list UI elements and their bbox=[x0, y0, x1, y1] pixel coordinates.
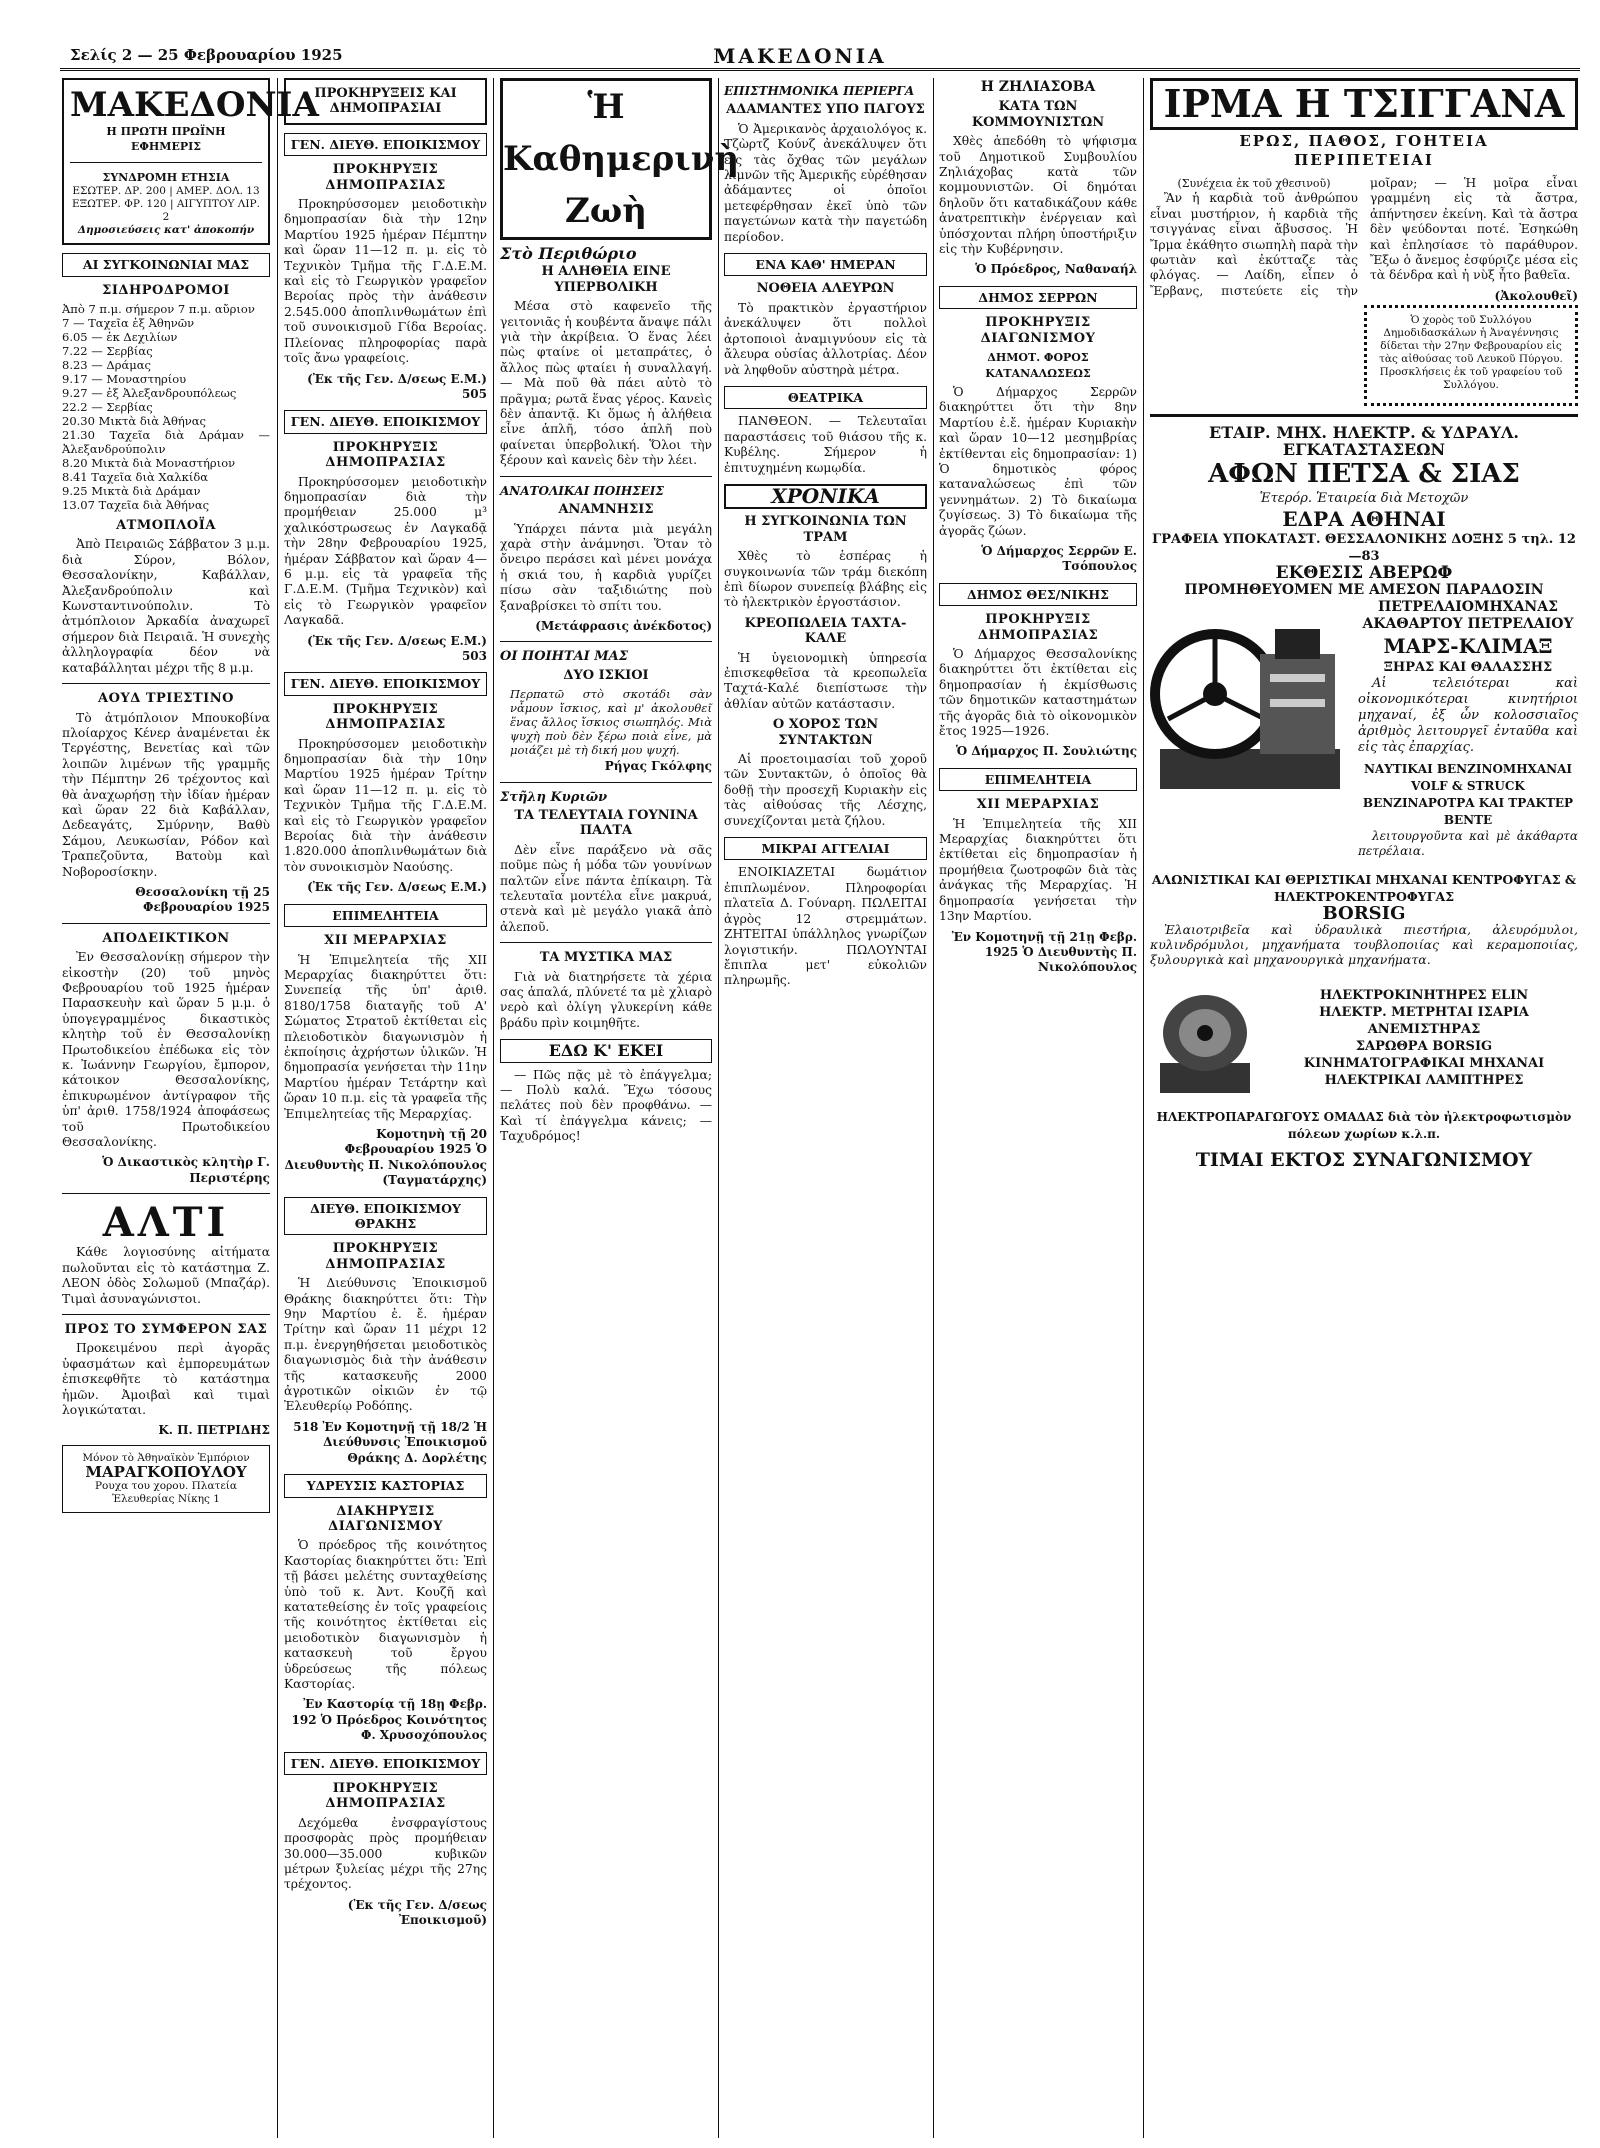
dance-ad-text: Ὁ χορὸς τοῦ Συλλόγου Δημοδιδασκάλων ἡ Ἀναγέννησις δίδεται τὴν 27ην Φεβρουαρίου εἰς τὰς αἰθούσας τοῦ Λευκοῦ Πύργου. Προσκλήσεις ἐκ τοῦ γραφείου τοῦ Συλλόγου. bbox=[1379, 313, 1563, 391]
section-title: ΑΝΑΤΟΛΙΚΑΙ ΠΟΙΗΣΕΙΣ bbox=[500, 483, 664, 498]
brand-title: ΜΑΚΕΔΟΝΙΑ bbox=[70, 85, 319, 125]
borsig-head: ΑΛΩΝΙΣΤΙΚΑΙ ΚΑΙ ΘΕΡΙΣΤΙΚΑΙ ΜΗΧΑΝΑΙ ΚΕΝΤΡΟΦΥΓΑΣ & ΗΛΕΚΤΡΟΚΕΝΤΡΟΦΥΓΑΣ bbox=[1151, 871, 1577, 904]
serial-subtitle: ΕΡΩΣ, ΠΑΘΟΣ, ΓΟΗΤΕΙΑ bbox=[1239, 132, 1489, 150]
article-text: Ἡ ὑγειονομικὴ ὑπηρεσία ἐπισκεφθεῖσα τὰ κρεοπωλεῖα Ταχτά-Καλέ διεπίστωσε τὴν ἀθλίαν αὐτῶν κατάστασιν. bbox=[724, 650, 927, 711]
schedule-line: Ἀπὸ 7 π.μ. σήμερον 7 π.μ. αὔριον bbox=[62, 302, 255, 317]
notice-title: ΓΕΝ. ΔΙΕΥΘ. ΕΠΟΙΚΙΣΜΟΥ bbox=[284, 672, 487, 695]
section-title: ΕΝΑ ΚΑΘ' ΗΜΕΡΑΝ bbox=[724, 253, 927, 276]
column-divider bbox=[277, 78, 278, 2138]
motor-illustration bbox=[1150, 973, 1260, 1103]
article-text: Τὸ ἀτμόπλοιον Μπουκοβίνα πλοίαρχος Κένερ ἀναμένεται ἐκ Τεργέστης, Βενετίας καὶ τῶν λοιπῶν λιμένων τῆς γραμμῆς τὴν Πέμπτην 26 τρέχοντος καὶ θὰ ἀναχωρήσῃ τὴν ἰδίαν ἡμέραν καὶ ὥραν 22 διὰ Καβάλλαν, Δεδεαγάτς, Σμύρνην, Βαθὺ Σάμου, Λευκωσίαν, Ρόδον καὶ Τραπεζοῦντα, Βατοὺμ καὶ Νοβοροσίσκην. bbox=[62, 710, 270, 879]
header-rule bbox=[60, 68, 1580, 71]
alti-ad-title: ΑΛΤΙ bbox=[102, 1199, 230, 1247]
brand-tagline: Η ΠΡΩΤΗ ΠΡΩΪΝΗ ΕΦΗΜΕΡΙΣ bbox=[106, 125, 226, 154]
mars-brand: ΜΑΡΣ-ΚΛΙΜΑΞ bbox=[1383, 633, 1553, 658]
article-title: ΑΟΥΔ ΤΡΙΕΣΤΙΝΟ bbox=[98, 691, 234, 707]
engines-title: ΠΕΤΡΕΛΑΙΟΜΗΧΑΝΑΣ ΑΚΑΘΑΡΤΟΥ ΠΕΤΡΕΛΑΙΟΥ bbox=[1362, 598, 1574, 632]
poem-author: Ρήγας Γκόλφης bbox=[604, 759, 712, 774]
notice-signature: (Ἐκ τῆς Γεν. Δ/σεως Ε.Μ.) 503 bbox=[307, 633, 487, 663]
section-title: ΑΙ ΣΥΓΚΟΙΝΩΝΙΑΙ ΜΑΣ bbox=[62, 253, 270, 276]
serial-title: ΙΡΜΑ Η ΤΣΙΓΓΑΝΑ bbox=[1150, 78, 1578, 130]
article-subheadline: ΚΑΤΑ ΤΩΝ ΚΟΜΜΟΥΝΙΣΤΩΝ bbox=[971, 99, 1105, 130]
ad-line: Μόνον τὸ Ἀθηναϊκὸν Ἐμπόριον bbox=[82, 1451, 250, 1464]
section-title: Στῆλη Κυριῶν bbox=[500, 789, 608, 805]
notice-title: ΔΙΕΥΘ. ΕΠΟΙΚΙΣΜΟΥ ΘΡΑΚΗΣ bbox=[284, 1197, 487, 1236]
margar-ad bbox=[62, 1445, 270, 1513]
article-text: Μέσα στὸ καφενεῖο τῆς γειτονιᾶς ἡ κουβέντα ἄναψε πάλι γιὰ τὴν ἀκρίβεια. Ὁ ἕνας λέει πὼς φταίνε οἱ μεταπράτες, ὁ ἄλλος πὼς φταίει ἡ συναλλαγή. — Μὰ ποῦ θὰ πάει αὐτὸ τὸ πρᾶγμα; ρωτᾶ ἕνας γέρος. Κανεὶς δὲν ἀπαντᾷ. Κι ὅμως ἡ ἀλήθεια εἶνε ἁπλῆ, τόσο ἁπλῆ ποὺ φαίνεται ὑπερβολική. Ὅλοι τὴν ξέρουν καὶ κανεὶς δὲν τὴν λέει. bbox=[500, 299, 712, 468]
schedule-line: 21.30 Ταχεῖα διὰ Δράμαν — Ἀλεξανδρούπολιν bbox=[62, 428, 270, 457]
company-branch: ΓΡΑΦΕΙΑ ΥΠΟΚΑΤΑΣΤ. ΘΕΣΣΑΛΟΝΙΚΗΣ ΔΟΞΗΣ 5 τηλ. 12—83 bbox=[1152, 531, 1576, 564]
column-6 bbox=[1150, 78, 1578, 2138]
steam-text: Ἀπὸ Πειραιῶς Σάββατον 3 μ.μ. διὰ Σύρον, Βόλον, Θεσσαλονίκην, Καβάλλαν, Ἀλεξανδρούπολιν καὶ Κωνσταντινούπολιν. Τὸ ἀτμόπλοιον Ἀρκαδία ἀναχωρεῖ σήμερον διὰ Πειραιᾶ. Ἡ συνεχὴς ἀλληλογραφία δέον νὰ καταβάλληται μέχρι τῆς 8 μ.μ. bbox=[62, 537, 270, 675]
notice-text: Ἡ Ἐπιμελητεία τῆς ΧΙΙ Μεραρχίας διακηρύττει ὅτι ἐκτίθεται εἰς δημοπρασίαν ἡ προμήθεια ζωοτροφῶν διὰ τὰς ἀνάγκας τῆς Μεραρχίας. Ἡ δημοπρασία γενήσεται τὴν 13ην Μαρτίου. bbox=[939, 816, 1137, 924]
notice-signature: Ἐν Καστορίᾳ τῇ 18ῃ Φεβρ. 192 Ὁ Πρόεδρος Κοινότητος Φ. Χρυσοχόπουλος bbox=[291, 1697, 487, 1743]
company-expo: ΕΚΘΕΣΙΣ ΑΒΕΡΩΦ bbox=[1275, 562, 1453, 583]
notice-signature: 518 Ἐν Κομοτηνῇ τῇ 18/2 Ἡ Διεύθυνσις Ἐποικισμοῦ Θράκης Δ. Δορλέτης bbox=[293, 1419, 487, 1465]
column-5 bbox=[939, 78, 1137, 2138]
notice-title: ΔΗΜΟΣ ΣΕΡΡΩΝ bbox=[939, 286, 1137, 309]
article-text: ΠΑΝΘΕΟΝ. — Τελευταῖαι παραστάσεις τοῦ θιάσου τῆς κ. Κυβέλης. Σήμερον ἡ ἐπιτυχημένη κωμῳδία. bbox=[724, 414, 927, 475]
rail-schedule bbox=[62, 302, 270, 512]
company-name: ΑΦΩΝ ΠΕΤΣΑ & ΣΙΑΣ bbox=[1208, 458, 1520, 489]
section-title: ΘΕΑΤΡΙΚΑ bbox=[724, 386, 927, 409]
schedule-line: 7 — Ταχεῖα ἐξ Ἀθηνῶν bbox=[62, 316, 195, 331]
volf-title: ΝΑΥΤΙΚΑΙ ΒΕΝΖΙΝΟΜΗΧΑΝΑΙ VOLF & STRUCK ΒΕΝΖΙΝΑΡΟΤΡΑ ΚΑΙ ΤΡΑΚΤΕΡ ΒΕΝΤΕ bbox=[1362, 761, 1574, 827]
notice-title: ΓΕΝ. ΔΙΕΥΘ. ΕΠΟΙΚΙΣΜΟΥ bbox=[284, 133, 487, 156]
classifieds-title: ΜΙΚΡΑΙ ΑΓΓΕΛΙΑΙ bbox=[724, 837, 927, 860]
article-text: Ὁ Ἀμερικανὸς ἀρχαιολόγος κ. Τζὼρτζ Κούνζ ἀνεκάλυψεν ὅτι εἰς τὰς ὄχθας τῶν μεγάλων λιμνῶν τῆς Ἀμερικῆς εὑρέθησαν ἀδάμαντες οἱ ὁποῖοι μετεφέρθησαν ἐκεῖ ὑπὸ τῶν παγετώνων κατὰ τὴν παγετώδη περίοδον. bbox=[724, 121, 927, 244]
company-type: Ἑτερόρ. Ἑταιρεία διὰ Μετοχῶν bbox=[1259, 490, 1469, 506]
notice-title: ΑΠΟΔΕΙΚΤΙΚΟΝ bbox=[102, 930, 230, 946]
article-headline: ΝΟΘΕΙΑ ΑΛΕΥΡΩΝ bbox=[756, 281, 895, 297]
subsection-title: ΣΙΔΗΡΟΔΡΟΜΟΙ bbox=[102, 282, 230, 298]
product-item: ΚΙΝΗΜΑΤΟΓΡΑΦΙΚΑΙ ΜΗΧΑΝΑΙ bbox=[1303, 1055, 1545, 1071]
schedule-line: 9.17 — Μοναστηρίου bbox=[62, 372, 187, 387]
article-headline: ΤΑ ΜΥΣΤΙΚΑ ΜΑΣ bbox=[539, 950, 673, 966]
article-text: Τὸ πρακτικὸν ἐργαστήριον ἀνεκάλυψεν ὅτι πολλοὶ ἀρτοποιοὶ ἀναμιγνύουν εἰς τὰ ἄλευρα οὐσίας ἀλλοτρίας. Δέον νὰ ληφθοῦν αὐστηρὰ μέτρα. bbox=[724, 300, 927, 377]
notice-text: Δεχόμεθα ἐνσφραγίστους προσφορὰς πρὸς προμήθειαν 30.000—35.000 κυβικῶν μέτρων ξυλείας μέχρι τῆς 27ης τρέχοντος. bbox=[284, 1815, 487, 1892]
notice-signature: (Ἐκ τῆς Γεν. Δ/σεως Ε.Μ.) bbox=[307, 880, 487, 895]
article-signature: (Μετάφρασις ἀνέκδοτος) bbox=[535, 618, 712, 633]
product-item: ΗΛΕΚΤΡΙΚΑΙ ΛΑΜΠΤΗΡΕΣ bbox=[1324, 1072, 1524, 1088]
ad-name: ΜΑΡΑΓΚΟΠΟΥΛΟΥ bbox=[85, 1462, 247, 1481]
notice-text: Ἡ Ἐπιμελητεία τῆς ΧΙΙ Μεραρχίας διακηρύττει ὅτι: Συνεπείᾳ τῆς ὑπ' ἀριθ. 8180/1758 διαταγῆς τοῦ Α' Σώματος Στρατοῦ ἐκτίθεται εἰς πλειοδοτικὸν διαγωνισμὸν ἡ ἐκποίησις ἀχρήστων ὑλικῶν. Ἡ δημοπρασία γενήσεται τὴν 11ην Μαρτίου ἡμέραν Τετάρτην καὶ ὥραν 10 π.μ. εἰς τὰ γραφεῖα τῆς Ἐπιμελητείας τῆς Μεραρχίας. bbox=[284, 952, 487, 1121]
section-title: ΕΠΙΣΤΗΜΟΝΙΚΑ ΠΕΡΙΕΡΓΑ bbox=[724, 84, 915, 98]
notice-text: Προκηρύσσομεν μειοδοτικὴν δημοπρασίαν διὰ τὴν προμήθειαν 25.000 μ³ χαλικόστρωσεως ἐν Λαγκαδᾷ τὴν 28ην Φεβρουαρίου 1925, ἡμέραν Σάββατον καὶ ὥραν 4—6 μ.μ. εἰς τὰ γραφεῖα τῆς Γ.Δ.Ε.Μ. (Τμῆμα Τεχνικὸν) καὶ εἰς τὸ Γεωργικὸν γραφεῖον Λαγκαδᾶ. bbox=[284, 474, 487, 628]
schedule-line: 22.2 — Σερβίας bbox=[62, 400, 153, 415]
notice-subtitle: ΠΡΟΚΗΡΥΞΙΣ ΔΗΜΟΠΡΑΣΙΑΣ bbox=[325, 1781, 446, 1812]
chronicle-title: ΧΡΟΝΙΚΑ bbox=[724, 484, 927, 509]
schedule-line: 8.20 Μικτὰ διὰ Μοναστήριον bbox=[62, 456, 236, 471]
article-text: Χθὲς ἀπεδόθη τὸ ψήφισμα τοῦ Δημοτικοῦ Συμβουλίου Ζηλιάχοβας κατὰ τῶν κομμουνιστῶν. Οἱ δημόται δηλοῦν ὅτι καταδικάζουν κάθε ἀνατρεπτικὴν ἐνέργειαν καὶ ὑπόσχονται πλήρη ὑποστήριξιν εἰς τὴν Κυβέρνησιν. bbox=[939, 134, 1137, 257]
serial-continuation: (Συνέχεια ἐκ τοῦ χθεσινοῦ) bbox=[1177, 177, 1331, 190]
schedule-line: 20.30 Μικτὰ διὰ Ἀθήνας bbox=[62, 414, 207, 429]
poem-text: Περπατῶ στὸ σκοτάδι σὰν νἆμουν ἴσκιος, καὶ μ' ἀκολουθεῖ ἕνας ἄλλος ἴσκιος σιωπηλός. Μιὰ ψυχὴ ποὺ δὲν ξέρω ποιὰ εἶνε, μὰ μοιάζει μὲ τὴ δική μου ψυχή. bbox=[510, 687, 712, 758]
article-text: Γιὰ νὰ διατηρήσετε τὰ χέρια σας ἁπαλά, πλύνετέ τα μὲ χλιαρὸ νερὸ καὶ ὀλίγη γλυκερίνη κάθε βράδυ πρὶν κοιμηθῆτε. bbox=[500, 969, 712, 1030]
schedule-line: 6.05 — ἐκ Δεχιλίων bbox=[62, 330, 178, 345]
column-divider bbox=[933, 78, 934, 2138]
article-headline: ΕΔΩ Κ' ΕΚΕΙ bbox=[500, 1039, 712, 1062]
column-2 bbox=[284, 78, 487, 2138]
serial-text: Ἂν ἡ καρδιὰ τοῦ ἀνθρώπου εἶναι μυστήριον, ἡ καρδιὰ τῆς τσιγγάνας εἶναι ἄβυσσος. Ἡ Ἴρμα ἐκάθητο σιωπηλὴ παρὰ τὴν φωτιὰν καὶ ἐκύτταζε τὰς φλόγας. — Λαίδη, εἶπεν ὁ Ἔρβανς, πιστεύετε εἰς τὴν μοῖραν; — Ἡ μοῖρα εἶναι γραμμένη εἰς τὰ ἄστρα, ἀπήντησεν ἐκείνη. Καὶ τὰ ἄστρα δὲν ψεύδονται ποτέ. Ἐσηκώθη καὶ ἐπλησίασε τὸ παράθυρον. Ἔξω ὁ ἄνεμος ἐσφύριζε μέσα εἰς τὰ δένδρα καὶ ἡ νὺξ ἦτο βαθεῖα. bbox=[1150, 176, 1578, 298]
engine-illustration bbox=[1150, 599, 1350, 809]
prices-slogan: ΤΙΜΑΙ ΕΚΤΟΣ ΣΥΝΑΓΩΝΙΣΜΟΥ bbox=[1195, 1148, 1533, 1171]
subscription-line: ΕΣΩΤΕΡ. ΔΡ. 200 | ΑΜΕΡ. ΔΟΛ. 13 bbox=[72, 185, 260, 198]
subscription-title: ΣΥΝΔΡΟΜΗ ΕΤΗΣΙΑ bbox=[102, 170, 230, 184]
notice-subtitle: ΧΙΙ ΜΕΡΑΡΧΙΑΣ bbox=[976, 797, 1100, 813]
schedule-line: 9.25 Μικτὰ διὰ Δράμαν bbox=[62, 484, 201, 499]
ad-line: Ρουχα του χορου. Πλατεία Ἐλευθερίας Νίκης 1 bbox=[94, 1480, 237, 1506]
borsig-desc: Ἐλαιοτριβεῖα καὶ ὑδραυλικὰ πιεστήρια, ἀλευρόμυλοι, κυλινδρόμυλοι, μηχανήματα τουβλοποιίας καὶ κεραμοποιίας, ξυλουργικὰ καὶ μηχανουργικὰ μηχανήματα. bbox=[1150, 921, 1578, 968]
serial-more: (Ἀκολουθεῖ) bbox=[1494, 288, 1578, 303]
alti-ad-text: Κάθε λογιοσύνης αἰτήματα πωλοῦνται εἰς τὸ κατάστημα Ζ. ΛΕΟΝ ὁδὸς Σολωμοῦ (Μπαζάρ). Τιμαὶ ἀσυναγώνιστοι. bbox=[62, 1245, 270, 1306]
product-item: ΣΑΡΩΘΡΑ BORSIG bbox=[1355, 1038, 1493, 1054]
mars-desc: Αἱ τελειότεραι καὶ οἰκονομικότεραι κινητήριοι μηχαναί, ἐξ ὧν κολοσσιαῖος ἀριθμὸς λειτουργεῖ ἐνταῦθα καὶ εἰς τὰς ἐπαρχίας. bbox=[1358, 675, 1578, 755]
notice-title: ΕΠΙΜΕΛΗΤΕΙΑ bbox=[284, 904, 487, 927]
generator-groups: ΗΛΕΚΤΡΟΠΑΡΑΓΩΓΟΥΣ ΟΜΑΔΑΣ διὰ τὸν ἠλεκτροφωτισμὸν πόλεων χωρίων κ.λ.π. bbox=[1156, 1109, 1572, 1141]
notice-signature: Κομοτηνὴ τῇ 20 Φεβρουαρίου 1925 Ὁ Διευθυντὴς Π. Νικολόπουλος (Ταγματάρχης) bbox=[284, 1126, 487, 1188]
subsection-title: ΑΤΜΟΠΛΟΪΑ bbox=[116, 518, 216, 534]
company-seat: ΕΔΡΑ ΑΘΗΝΑΙ bbox=[1282, 506, 1446, 531]
notice-signature: Ὁ Δικαστικὸς κλητὴρ Γ. Περιστέρης bbox=[102, 1155, 270, 1185]
brand-box bbox=[62, 78, 319, 245]
notice-title: ΕΠΙΜΕΛΗΤΕΙΑ bbox=[939, 768, 1137, 791]
product-item: ΑΝΕΜΙΣΤΗΡΑΣ bbox=[1367, 1021, 1481, 1037]
article-signature: Θεσσαλονίκη τῇ 25 Φεβρουαρίου 1925 bbox=[135, 884, 270, 915]
article-text: Δὲν εἶνε παράξενο νὰ σᾶς ποῦμε πὼς ἡ μόδα τῶν γουνίνων παλτῶν εἶνε πάντα ἐπίκαιρη. Τὰ τελευταῖα μοντέλα εἶνε μακρυά, στενὰ καὶ μὲ μεγάλο γιακᾶ ἀπὸ ἀλεποῦ. bbox=[500, 842, 712, 934]
notice-subtitle: ΔΙΑΚΗΡΥΞΙΣ ΔΙΑΓΩΝΙΣΜΟΥ bbox=[328, 1503, 443, 1534]
schedule-line: 8.23 — Δράμας bbox=[62, 358, 151, 373]
product-item: ΗΛΕΚΤΡΟΚΙΝΗΤΗΡΕΣ ELIN bbox=[1319, 987, 1529, 1003]
feature-title: Ἡ Καθημερινὴ Ζωὴ bbox=[500, 78, 712, 240]
article-signature: Ὁ Πρόεδρος, Ναθαναήλ bbox=[975, 262, 1137, 277]
schedule-line: 8.41 Ταχεῖα διὰ Χαλκίδα bbox=[62, 470, 209, 485]
borsig-brand: BORSIG bbox=[1322, 902, 1406, 924]
notice-subtitle: ΧΙΙ ΜΕΡΑΡΧΙΑΣ bbox=[324, 933, 447, 949]
article-headline: ΑΔΑΜΑΝΤΕΣ ΥΠΟ ΠΑΓΟΥΣ bbox=[726, 102, 925, 118]
article-headline: ΑΝΑΜΝΗΣΙΣ bbox=[558, 502, 654, 518]
notice-title: ΥΔΡΕΥΣΙΣ ΚΑΣΤΟΡΙΑΣ bbox=[284, 1474, 487, 1497]
article-text: Ὑπάρχει πάντα μιὰ μεγάλη χαρὰ στὴν ἀνάμνησι. Ὅταν τὸ ὄνειρο περάσει καὶ μένει μονάχα ἡ σκιά του, ἡ καρδιὰ γυρίζει πίσω σὰν ταξιδιώτης ποὺ ξαναβρίσκει τὸ σπίτι του. bbox=[500, 521, 712, 613]
notice-text: Προκηρύσσομεν μειοδοτικὴν δημοπρασίαν διὰ τὴν 12ην Μαρτίου 1925 ἡμέραν Πέμπτην καὶ ὥραν 11—12 π. μ. εἰς τὸ Τεχνικὸν Τμῆμα τῆς Γ.Δ.Ε.Μ. καὶ εἰς τὸ Γεωργικὸν γραφεῖον Βεροίας πρὸς τὴν ἀνάθεσιν 2.545.000 ἀποπλινθωμάτων ἐπὶ τοῦ συνοικισμοῦ Γίδα Βεροίας. Πλείονας πληροφορίας παρὰ τοῖς ἄνω γραφείοις. bbox=[284, 197, 487, 366]
company-title: ΕΤΑΙΡ. ΜΗΧ. ΗΛΕΚΤΡ. & ΥΔΡΑΥΛ. ΕΓΚΑΤΑΣΤΑΣΕΩΝ bbox=[1209, 422, 1519, 459]
notice-subtitle: ΔΗΜΟΤ. ΦΟΡΟΣ ΚΑΤΑΝΑΛΩΣΕΩΣ bbox=[985, 351, 1091, 380]
column-4 bbox=[724, 78, 927, 2138]
notice-text: Ὁ Δήμαρχος Θεσσαλονίκης διακηρύττει ὅτι ἐκτίθεται εἰς δημοπρασίαν ἡ ἐκμίσθωσις τῶν δημοτικῶν καταστημάτων τῆς ἀγορᾶς διὰ τὸ οἰκονομικὸν ἔτος 1925—1926. bbox=[939, 647, 1137, 739]
section-title: ΟΙ ΠΟΙΗΤΑΙ ΜΑΣ bbox=[500, 649, 628, 665]
serial-subtitle: ΠΕΡΙΠΕΤΕΙΑΙ bbox=[1294, 151, 1434, 169]
poem-title: ΔΥΟ ΙΣΚΙΟΙ bbox=[563, 667, 649, 683]
article-headline: Η ΖΗΛΙΑΣΟΒΑ bbox=[980, 79, 1096, 95]
notice-text: Ὁ πρόεδρος τῆς κοινότητος Καστορίας διακηρύττει ὅτι: Ἐπὶ τῇ βάσει μελέτης συνταχθείσης ὑπὸ τοῦ κ. Ἀντ. Κουζῆ καὶ κατατεθείσης ἐν τοῖς γραφείοις τῆς κοινότητος ἐκτίθεται εἰς μειοδοτικὸν διαγωνισμὸν ἡ κατασκευὴ τοῦ ἔργου ὑδρεύσεως τῆς πόλεως Καστορίας. bbox=[284, 1538, 487, 1691]
classifieds-text: ΕΝΟΙΚΙΑΖΕΤΑΙ δωμάτιον ἐπιπλωμένον. Πληροφορίαι πλατεῖα Δ. Γούναρη. ΠΩΛΕΙΤΑΙ ἀγρὸς 12 στρεμμάτων. ΖΗΤΕΙΤΑΙ ὑπάλληλος γνωρίζων λογιστικήν. ΠΩΛΟΥΝΤΑΙ ἔπιπλα μετ' εὐκολιῶν πληρωμῆς. bbox=[724, 865, 927, 988]
notice-signature: Ὁ Δήμαρχος Σερρῶν Ε. Τσόπουλος bbox=[981, 543, 1137, 574]
notice-subtitle: ΠΡΟΚΗΡΥΞΙΣ ΔΗΜΟΠΡΑΣΙΑΣ bbox=[325, 439, 446, 471]
ad-title: ΠΡΟΣ ΤΟ ΣΥΜΦΕΡΟΝ ΣΑΣ bbox=[64, 1321, 268, 1337]
notice-text: Ὁ Δήμαρχος Σερρῶν διακηρύττει ὅτι τὴν 8ην Μαρτίου ἐ.ἔ. ἡμέραν Κυριακὴν καὶ ὥραν 10—12 μεσημβρίας ἐκτίθενται εἰς δημοπρασίαν: 1) Ὁ δημοτικὸς φόρος καταναλώσεως ἐπὶ τῶν γεννημάτων. 2) Τὸ δικαίωμα ζυγίσεως. 3) Τὸ δικαίωμα τῆς ἀγορᾶς ζώων. bbox=[939, 384, 1137, 538]
subscription-note: Δημοσιεύσεις κατ' ἀποκοπήν bbox=[77, 224, 255, 237]
notice-text: Προκηρύσσομεν μειοδοτικὴν δημοπρασίαν διὰ τὴν 10ην Μαρτίου 1925 ἡμέραν Τρίτην καὶ ὥραν 11—12 π. μ. εἰς τὸ Τεχνικὸν Τμῆμα τῆς Γ.Δ.Ε.Μ. καὶ εἰς τὸ Γεωργικὸν γραφεῖον Βεροίας διὰ τὴν ἀνάθεσιν 1.820.000 ἀποπλινθωμάτων διὰ τὸν συνοικισμὸν Ναούσης. bbox=[284, 736, 487, 874]
serial-body bbox=[1150, 176, 1578, 305]
article-headline: Η ΣΥΓΚΟΙΝΩΝΙΑ ΤΩΝ ΤΡΑΜ bbox=[744, 514, 907, 545]
column-3 bbox=[500, 78, 740, 2138]
column-1 bbox=[62, 78, 319, 2138]
ad-signature: Κ. Π. ΠΕΤΡΙΔΗΣ bbox=[158, 1423, 270, 1438]
article-text: Χθὲς τὸ ἑσπέρας ἡ συγκοινωνία τῶν τράμ διεκόπη ἐπὶ δίωρον συνεπείᾳ βλάβης εἰς τὸ ἠλεκτρικὸν ἐργοστάσιον. bbox=[724, 549, 927, 610]
column-divider bbox=[1143, 78, 1144, 2138]
article-headline: Η ΑΛΗΘΕΙΑ ΕΙΝΕ ΥΠΕΡΒΟΛΙΚΗ bbox=[541, 264, 671, 295]
notice-title: ΔΗΜΟΣ ΘΕΣ/ΝΙΚΗΣ bbox=[939, 583, 1137, 606]
volf-desc: λειτουργοῦντα καὶ μὲ ἀκάθαρτα πετρέλαια. bbox=[1358, 828, 1578, 859]
notice-title: ΓΕΝ. ΔΙΕΥΘ. ΕΠΟΙΚΙΣΜΟΥ bbox=[284, 1752, 487, 1775]
article-text: Αἱ προετοιμασίαι τοῦ χοροῦ τῶν Συντακτῶν, ὁ ὁποῖος θὰ δοθῇ τὴν προσεχῆ Κυριακὴν εἰς τὰς αἰθούσας τῆς Λέσχης, συνεχίζονται μετὰ ζήλου. bbox=[724, 752, 927, 828]
subscription-line: ΕΞΩΤΕΡ. ΦΡ. 120 | ΑΙΓΥΠΤΟΥ ΛΙΡ. 2 bbox=[72, 198, 260, 224]
schedule-line: 13.07 Ταχεῖα διὰ Ἀθήνας bbox=[62, 498, 210, 513]
notice-subtitle: ΠΡΟΚΗΡΥΞΙΣ ΔΗΜΟΠΡΑΣΙΑΣ bbox=[325, 701, 446, 733]
notice-subtitle: ΠΡΟΚΗΡΥΞΙΣ ΔΗΜΟΠΡΑΣΙΑΣ bbox=[325, 1241, 446, 1272]
section-head-box bbox=[284, 78, 487, 125]
article-headline: Ο ΧΟΡΟΣ ΤΩΝ ΣΥΝΤΑΚΤΩΝ bbox=[772, 717, 879, 748]
article-headline: ΚΡΕΟΠΩΛΕΙΑ ΤΑΧΤΑ-ΚΑΛΕ bbox=[744, 615, 907, 647]
article-text: — Πῶς πᾷς μὲ τὸ ἐπάγγελμα; — Πολὺ καλά. Ἔχω τόσους πελάτες ποὺ δὲν προφθάνω. — Καὶ τί ἐπάγγελμα κάνεις; — Ταχυδρόμος! bbox=[500, 1067, 712, 1144]
notice-signature: Ὁ Δήμαρχος Π. Σουλιώτης bbox=[955, 744, 1137, 759]
notice-subtitle: ΠΡΟΚΗΡΥΞΙΣ ΔΙΑΓΩΝΙΣΜΟΥ bbox=[980, 315, 1096, 346]
column-divider bbox=[718, 78, 719, 2138]
section-head: ΠΡΟΚΗΡΥΞΕΙΣ ΚΑΙ ΔΗΜΟΠΡΑΣΙΑΙ bbox=[314, 86, 457, 117]
notice-signature: Ἐν Κομοτηνῇ τῇ 21ῃ Φεβρ. 1925 Ὁ Διευθυντὴς Π. Νικολόπουλος bbox=[951, 929, 1137, 975]
notice-signature: (Ἐκ τῆς Γεν. Δ/σεως Ἐποικισμοῦ) bbox=[347, 1897, 487, 1928]
company-supply: ΠΡΟΜΗΘΕΥΟΜΕΝ ΜΕ ΑΜΕΣΟΝ ΠΑΡΑΔΟΣΙΝ bbox=[1184, 581, 1544, 598]
mars-sub: ΞΗΡΑΣ ΚΑΙ ΘΑΛΑΣΣΗΣ bbox=[1383, 659, 1553, 675]
product-list-block bbox=[1150, 973, 1578, 1103]
page-date: Σελίς 2 — 25 Φεβρουαρίου 1925 bbox=[70, 46, 343, 64]
notice-text: Ἡ Διεύθυνσις Ἐποικισμοῦ Θράκης διακηρύττει ὅτι: Τὴν 9ην Μαρτίου ἐ. ἔ. ἡμέραν Τρίτην καὶ ὥραν 11 μέχρι 12 π.μ. ἐνεργηθήσεται μειοδοτικὸς διαγωνισμὸς διὰ τὴν ἀνάθεσιν τῆς κατασκευῆς 2000 ἀγροτικῶν οἰκιῶν ἐν τῷ Ἐλευθερίῳ Ροδόπης. bbox=[284, 1276, 487, 1414]
notice-subtitle: ΠΡΟΚΗΡΥΞΙΣ ΔΗΜΟΠΡΑΣΙΑΣ bbox=[325, 162, 446, 193]
ad-text: Προκειμένου περὶ ἀγορᾶς ὑφασμάτων καὶ ἐμπορευμάτων ἐπισκεφθῆτε τὸ κατάστημα ἡμῶν. Ἀμοιβαὶ καὶ τιμαὶ λογικώταται. bbox=[62, 1341, 270, 1417]
dance-ad bbox=[1364, 305, 1578, 406]
notice-signature: (Ἐκ τῆς Γεν. Δ/σεως Ε.Μ.) 505 bbox=[307, 371, 487, 401]
notice-title: ΓΕΝ. ΔΙΕΥΘ. ΕΠΟΙΚΙΣΜΟΥ bbox=[284, 410, 487, 433]
notice-subtitle: ΠΡΟΚΗΡΥΞΙΣ ΔΗΜΟΠΡΑΣΙΑΣ bbox=[977, 612, 1099, 643]
column-divider bbox=[493, 78, 494, 2138]
schedule-line: 7.22 — Σερβίας bbox=[62, 344, 153, 359]
masthead: ΜΑΚΕΔΟΝΙΑ bbox=[713, 44, 887, 68]
product-item: ΗΛΕΚΤΡ. ΜΕΤΡΗΤΑΙ ΙΣΑΡΙΑ bbox=[1319, 1004, 1529, 1020]
article-headline: ΤΑ ΤΕΛΕΥΤΑΙΑ ΓΟΥΝΙΝΑ ΠΑΛΤΑ bbox=[514, 807, 698, 839]
page-header bbox=[0, 0, 1600, 70]
schedule-line: 9.27 — ἐξ Ἀλεξανδρουπόλεως bbox=[62, 386, 237, 401]
section-title: Στὸ Περιθώριο bbox=[500, 244, 637, 263]
notice-text: Ἐν Θεσσαλονίκῃ σήμερον τὴν εἰκοστὴν (20) τοῦ μηνὸς Φεβρουαρίου τοῦ 1925 ἡμέραν Παρασκευὴν καὶ ὥραν 5 μ.μ. ὁ ὑπογεγραμμένος δικαστικὸς κλητὴρ τοῦ ἐν Θεσσαλονίκῃ Πρωτοδικείου ἐπέδωκα εἰς τὸν κ. Ἰωάννην Γεωργίου, ἔμπορον, κάτοικον Θεσσαλονίκης, ἐπικυρωμένον ἀντίγραφον τῆς ὑπ' ἀριθ. 1758/1924 ἀποφάσεως τοῦ Πρωτοδικείου Θεσσαλονίκης. bbox=[62, 950, 270, 1150]
machine-block bbox=[1150, 599, 1578, 865]
